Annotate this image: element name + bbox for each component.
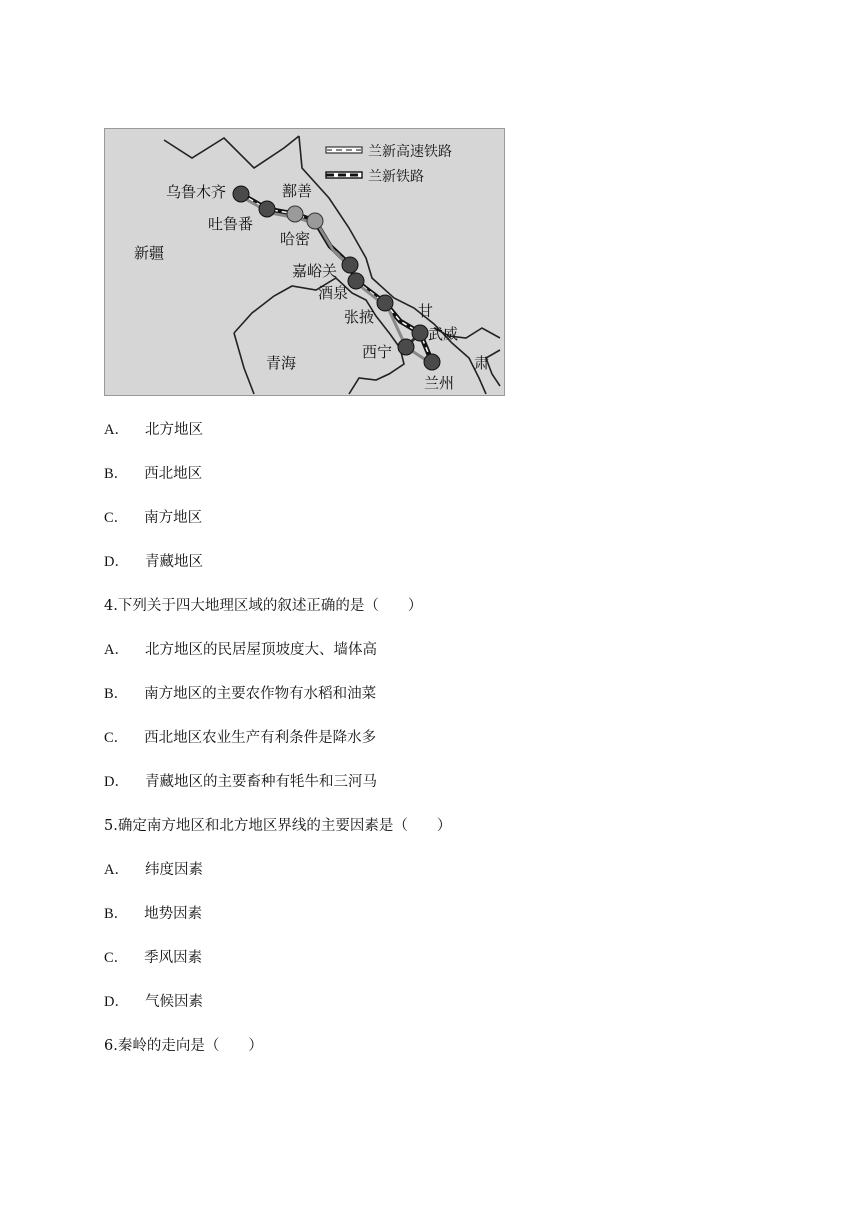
q6-stem: 6.秦岭的走向是（ ） [104,1038,263,1054]
city-jiuquan-label: 酒泉 [318,284,349,302]
legend-high-speed-label: 兰新高速铁路 [368,144,452,160]
city-xining-label: 西宁 [362,343,393,361]
city-zhangye-label: 张掖 [344,308,375,326]
option-text: 西北地区农业生产有利条件是降水多 [144,730,377,746]
city-dot-turpan [259,201,275,217]
city-dot-lanzhou [424,354,440,370]
q5-option-a [104,861,203,879]
option-letter: A． [104,862,129,878]
option-text: 北方地区的民居屋顶坡度大、墙体高 [144,642,377,658]
city-lanzhou-label: 兰州 [424,374,455,392]
railway-map [104,128,505,396]
option-letter: A． [104,422,129,438]
option-text: 纬度因素 [144,862,203,878]
city-dot-shanshan [287,206,303,222]
city-hami-label: 哈密 [280,230,311,248]
option-letter: D． [104,994,129,1010]
q4-stem: 4.下列关于四大地理区域的叙述正确的是（ ） [104,598,423,614]
q4-option-a [104,641,377,659]
city-dot-hami [307,213,323,229]
option-letter: D． [104,774,129,790]
city-dot-zhangye [377,295,393,311]
q3-option-b [104,465,202,483]
q3-option-a [104,421,203,439]
region-xinjiang-label: 新疆 [134,244,165,262]
q5-stem: 5.确定南方地区和北方地区界线的主要因素是（ ） [104,818,452,834]
option-text: 青藏地区 [144,554,203,570]
city-dot-urumqi [233,186,249,202]
option-text: 南方地区的主要农作物有水稻和油菜 [144,686,377,702]
q3-option-c [104,509,202,527]
region-gan-label: 甘 [418,302,434,320]
option-letter: C． [104,730,129,746]
option-text: 西北地区 [144,466,203,482]
q4-option-b [104,685,376,703]
city-wuwei-label: 武威 [428,325,459,343]
q4-option-d [104,773,377,791]
q5-option-c [104,949,202,967]
q5-option-b [104,905,202,923]
option-text: 季风因素 [144,950,203,966]
q4-option-c [104,729,376,747]
q3-option-d [104,553,203,571]
option-letter: B． [104,466,129,482]
option-text: 地势因素 [144,906,203,922]
city-dot-jiuquan [348,273,364,289]
region-qinghai-label: 青海 [266,354,297,372]
railway-map-svg [104,128,505,396]
q5-option-d [104,993,203,1011]
city-dot-wuwei [412,325,428,341]
legend-railway-label: 兰新铁路 [368,169,424,185]
option-letter: C． [104,510,129,526]
option-letter: C． [104,950,129,966]
city-turpan-label: 吐鲁番 [208,215,254,233]
option-text: 南方地区 [144,510,203,526]
option-letter: B． [104,906,129,922]
option-text: 青藏地区的主要畜种有牦牛和三河马 [144,774,377,790]
region-su-label: 肃 [474,354,490,372]
option-letter: B． [104,686,129,702]
city-urumqi-label: 乌鲁木齐 [166,183,227,201]
option-letter: D． [104,554,129,570]
city-shanshan-label: 鄯善 [282,182,313,200]
option-text: 北方地区 [144,422,203,438]
city-dot-xining [398,339,414,355]
option-letter: A． [104,642,129,658]
city-jiayuguan-label: 嘉峪关 [292,262,338,280]
city-dot-jiayuguan [342,257,358,273]
option-text: 气候因素 [144,994,203,1010]
